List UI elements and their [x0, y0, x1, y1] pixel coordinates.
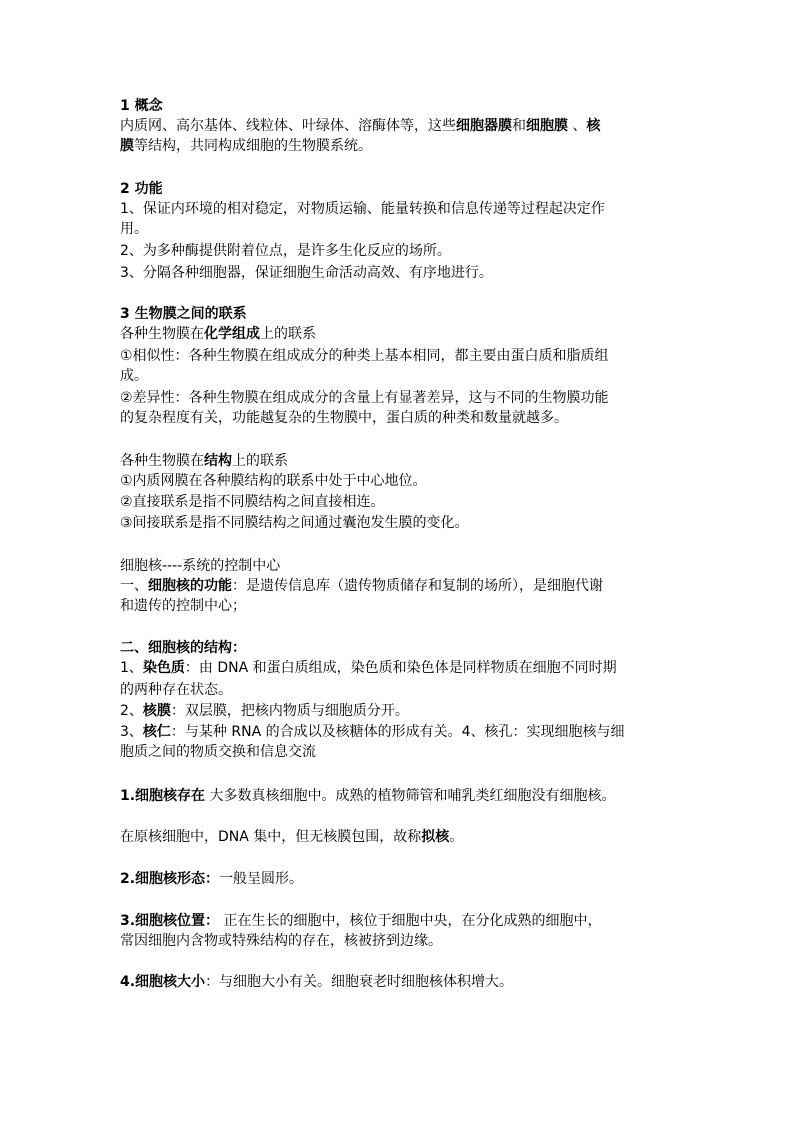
subheading-chemical: [120, 324, 316, 344]
concept-conjunction: 和: [512, 118, 526, 134]
position-text: 正在生长的细胞中，核位于细胞中央，在分化成熟的细胞中，: [219, 913, 602, 929]
nucleus-function-line-2: 和遗传的控制中心；: [120, 598, 246, 614]
existence-text: 大多数真核细胞中。成熟的植物筛管和哺乳类红细胞没有细胞核。: [205, 788, 616, 804]
section-heading-concept: 1 概念: [120, 98, 163, 114]
difference-line-2: 的复杂程度有关，功能越复杂的生物膜中，蛋白质的种类和数量就越多。: [120, 410, 568, 426]
shape-text: 一般呈圆形。: [219, 871, 304, 887]
shape-line: [120, 869, 303, 889]
nuclear-envelope-line: [120, 701, 409, 721]
structure-term: 结构: [204, 453, 232, 469]
existence-term: 1.细胞核存在: [120, 788, 206, 804]
function-item-3: 3、分隔各种细胞器，保证细胞生命活动高效、有序地进行。: [120, 265, 493, 281]
size-line: [120, 972, 513, 992]
chemical-composition-term: 化学组成: [204, 326, 260, 342]
subheading-text-end: 上的联系: [260, 326, 316, 342]
chromatin-text: ：由 DNA 和蛋白质组成，染色质和染色体是同样物质在细胞不同时期: [184, 660, 617, 676]
concept-text: 内质网、高尔基体、线粒体、叶绿体、溶酶体等，这些: [120, 118, 456, 134]
structure-item-3: ③间接联系是指不同膜结构之间通过囊泡发生膜的变化。: [120, 515, 469, 531]
nucleus-function-term: 细胞核的功能: [148, 578, 232, 594]
nucleolus-line-2: 胞质之间的物质交换和信息交流: [120, 744, 316, 760]
chromatin-line-1: [120, 658, 617, 678]
subheading-structure: [120, 451, 288, 471]
function-item-1-cont: 用。: [120, 221, 148, 237]
organelle-membrane-term: 细胞器膜: [456, 118, 512, 134]
nucleus-title: 细胞核----系统的控制中心: [120, 558, 281, 574]
subheading-text: 各种生物膜在: [120, 453, 204, 469]
section-heading-relations: 3 生物膜之间的联系: [120, 306, 247, 322]
nucleus-function-line-1: [120, 576, 603, 596]
structure-item-2: ②直接联系是指不同膜结构之间直接相连。: [120, 494, 385, 510]
function-item-1: 1、保证内环境的相对稳定，对物质运输、能量转换和信息传递等过程起决定作: [120, 201, 605, 217]
nucleolus-text: ：与某种 RNA 的合成以及核糖体的形成有关。4、核孔：实现细胞核与细: [170, 724, 625, 740]
list-number: 一、: [120, 578, 148, 594]
structure-item-1: ①内质网膜在各种膜结构的联系中处于中心地位。: [120, 473, 427, 489]
prokaryote-text-end: 。: [449, 829, 464, 845]
nucleoid-term: 拟核: [421, 829, 450, 845]
position-term: 3.细胞核位置：: [120, 913, 220, 929]
nuclear-envelope-term: 核膜: [142, 703, 171, 719]
nuclear-term-start: 核: [586, 118, 601, 134]
cell-membrane-term: 细胞膜: [526, 118, 568, 134]
difference-line-1: ②差异性：各种生物膜在组成成分的含量上有显著差异，这与不同的生物膜功能: [120, 390, 609, 406]
position-line-2: 常因细胞内含物或特殊结构的存在，核被挤到边缘。: [120, 933, 442, 949]
list-number: 2、: [120, 703, 143, 719]
shape-term: 2.细胞核形态：: [120, 871, 220, 887]
list-number: 1、: [120, 660, 143, 676]
position-line-1: [120, 911, 602, 931]
nucleolus-line-1: [120, 722, 625, 742]
nucleolus-term: 核仁: [142, 724, 171, 740]
similarity-line-1: ①相似性：各种生物膜在组成成分的种类上基本相同，都主要由蛋白质和脂质组: [120, 348, 609, 364]
concept-line-1: [120, 116, 600, 136]
prokaryote-line: [120, 827, 463, 847]
chromatin-line-2: 的两种存在状态。: [120, 682, 232, 698]
subheading-text-end: 上的联系: [232, 453, 288, 469]
concept-text-2: 等结构，共同构成细胞的生物膜系统。: [134, 138, 372, 154]
concept-separator: 、: [568, 118, 587, 134]
size-text: ：与细胞大小有关。细胞衰老时细胞核体积增大。: [205, 974, 514, 990]
chromatin-term: 染色质: [142, 660, 185, 676]
prokaryote-text: 在原核细胞中，DNA 集中，但无核膜包围，故称: [120, 829, 422, 845]
size-term: 4.细胞核大小: [120, 974, 206, 990]
function-item-2: 2、为多种酶提供附着位点，是许多生化反应的场所。: [120, 243, 451, 259]
nuclear-term-end: 膜: [120, 138, 134, 154]
nucleus-function-text: ：是遗传信息库（遗传物质储存和复制的场所），是细胞代谢: [232, 578, 603, 594]
similarity-line-2: 成。: [120, 368, 148, 384]
list-number: 3、: [120, 724, 143, 740]
subheading-text: 各种生物膜在: [120, 326, 204, 342]
concept-line-2: [120, 136, 372, 156]
existence-line: [120, 786, 616, 806]
nucleus-structure-heading: 二、细胞核的结构：: [120, 640, 246, 656]
nuclear-envelope-text: ：双层膜，把核内物质与细胞质分开。: [170, 703, 409, 719]
section-heading-function: 2 功能: [120, 181, 163, 197]
